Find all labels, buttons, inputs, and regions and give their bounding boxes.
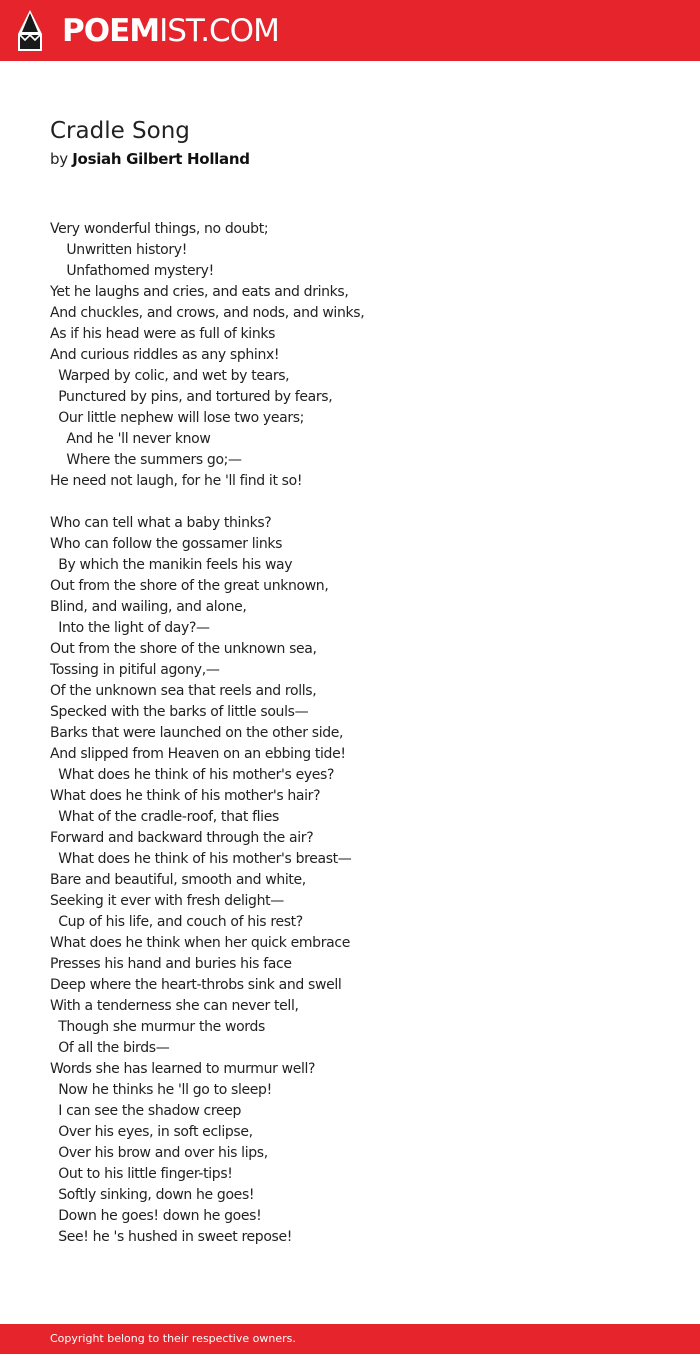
poem-line: Our little nephew will lose two years; — [50, 410, 305, 426]
poem-line: Who can tell what a baby thinks? — [50, 515, 272, 531]
poem-line: As if his head were as full of kinks — [50, 326, 276, 342]
poem-line: And chuckles, and crows, and nods, and winks, — [50, 305, 365, 321]
poem-line: Barks that were launched on the other side, — [50, 725, 344, 741]
poem-line: Words she has learned to murmur well? — [50, 1061, 316, 1077]
poem-line: Bare and beautiful, smooth and white, — [50, 872, 306, 888]
poem-line: Out to his little finger-tips! — [50, 1166, 233, 1182]
poem-byline — [50, 149, 250, 169]
poem-line: Out from the shore of the great unknown, — [50, 578, 329, 594]
poem-line: Specked with the barks of little souls— — [50, 704, 309, 720]
poem-line: Seeking it ever with fresh delight— — [50, 893, 284, 909]
poem-line: He need not laugh, for he 'll find it so! — [50, 473, 303, 489]
poem-line: Of the unknown sea that reels and rolls, — [50, 683, 317, 699]
poem-line: Unfathomed mystery! — [50, 263, 214, 279]
site-header — [0, 0, 700, 61]
poem-line: Yet he laughs and cries, and eats and drinks, — [50, 284, 349, 300]
poem-line: Down he goes! down he goes! — [50, 1208, 262, 1224]
logo-light-text: IST.COM — [159, 13, 279, 49]
poem-line: And curious riddles as any sphinx! — [50, 347, 280, 363]
poem-line: Over his brow and over his lips, — [50, 1145, 268, 1161]
poem-line: Warped by colic, and wet by tears, — [50, 368, 290, 384]
poem-line: Cup of his life, and couch of his rest? — [50, 914, 303, 930]
poem-line: I can see the shadow creep — [50, 1103, 242, 1119]
poem-line: Deep where the heart-throbs sink and swell — [50, 977, 342, 993]
poem-line: Blind, and wailing, and alone, — [50, 599, 247, 615]
poem-line: See! he 's hushed in sweet repose! — [50, 1229, 293, 1245]
poem-line: Out from the shore of the unknown sea, — [50, 641, 317, 657]
pencil-tip-icon — [18, 10, 42, 51]
poem-line: By which the manikin feels his way — [50, 557, 293, 573]
poem-title: Cradle Song — [50, 118, 190, 144]
site-logo[interactable] — [62, 11, 279, 51]
site-footer — [0, 1324, 700, 1354]
poem-line: Who can follow the gossamer links — [50, 536, 283, 552]
poem-line: Unwritten history! — [50, 242, 187, 258]
by-label: by — [50, 150, 68, 168]
poem-line: What does he think when her quick embrace — [50, 935, 350, 951]
logo-bold-text: POEM — [62, 13, 160, 49]
poem-line: Tossing in pitiful agony,— — [50, 662, 220, 678]
copyright-text: Copyright belong to their respective owners. — [50, 1332, 296, 1345]
poem-line: Where the summers go;— — [50, 452, 242, 468]
poem-line: Punctured by pins, and tortured by fears, — [50, 389, 333, 405]
poem-line: What does he think of his mother's eyes? — [50, 767, 335, 783]
poem-line: Over his eyes, in soft eclipse, — [50, 1124, 253, 1140]
poem-line: Very wonderful things, no doubt; — [50, 221, 269, 237]
poem-line: Presses his hand and buries his face — [50, 956, 292, 972]
poem-line: What does he think of his mother's breast— — [50, 851, 352, 867]
poem-line: Of all the birds— — [50, 1040, 170, 1056]
poem-line: Now he thinks he 'll go to sleep! — [50, 1082, 272, 1098]
stanza-break — [50, 492, 670, 513]
poem-line: What does he think of his mother's hair? — [50, 788, 321, 804]
poem-body — [50, 219, 670, 1248]
poem-line: And slipped from Heaven on an ebbing tide! — [50, 746, 346, 762]
poem-line: Though she murmur the words — [50, 1019, 265, 1035]
poem-line: What of the cradle-roof, that flies — [50, 809, 279, 825]
poem-line: With a tenderness she can never tell, — [50, 998, 299, 1014]
poem-line: Forward and backward through the air? — [50, 830, 314, 846]
author-name: Josiah Gilbert Holland — [72, 150, 250, 168]
poem-line: Softly sinking, down he goes! — [50, 1187, 255, 1203]
poem-line: Into the light of day?— — [50, 620, 210, 636]
poem-line: And he 'll never know — [50, 431, 211, 447]
